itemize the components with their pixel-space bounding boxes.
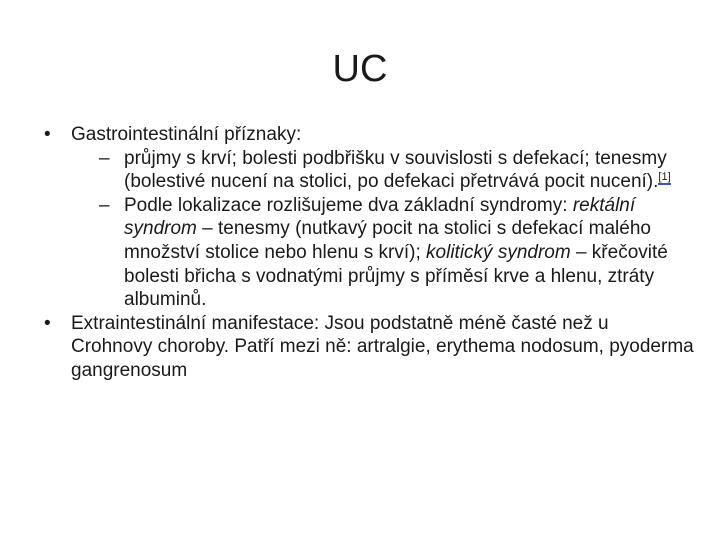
- dash-mark: –: [99, 147, 110, 169]
- dash-mark: –: [99, 194, 110, 216]
- bullet-text: Extraintestinální manifestace: Jsou podstatně méně časté než u Crohnovy choroby. Patří mezi ně: artralgie, erythema nodosum, pyoderma gangrenosum: [71, 312, 694, 381]
- bullet-extraintestinal: [44, 312, 694, 383]
- slide-content: [44, 123, 694, 383]
- bullet-mark: •: [44, 124, 51, 145]
- sub-bullet-symptoms: [44, 147, 694, 194]
- sub-bullet-syndromes: [44, 194, 694, 312]
- bullet-text: Gastrointestinální příznaky:: [71, 124, 302, 145]
- slide-title: UC: [332, 48, 388, 90]
- syndromes-intro: Podle lokalizace rozlišujeme dva základní syndromy:: [124, 194, 568, 216]
- bullet-mark: •: [44, 312, 51, 334]
- rectal-syndrome-name: rektální syndrom: [124, 194, 636, 240]
- bullet-gastrointestinal: [44, 123, 694, 147]
- colitic-syndrome-name: kolitický syndrom: [426, 241, 571, 263]
- sub-bullet-text: průjmy s krví; bolesti podbřišku v souvislosti s defekací; tenesmy (bolestivé nucení na stolici, po defekaci přetrvává pocit nucení).: [124, 147, 667, 193]
- colitic-syndrome-desc: – křečovité bolesti břicha s vodnatými průjmy s příměsí krve a hlenu, ztráty albuminů.: [124, 241, 668, 311]
- reference-link[interactable]: [1]: [658, 170, 671, 183]
- rectal-syndrome-desc: – tenesmy (nutkavý pocit na stolici s defekací malého množství stolice nebo hlenu s krví);: [124, 218, 651, 263]
